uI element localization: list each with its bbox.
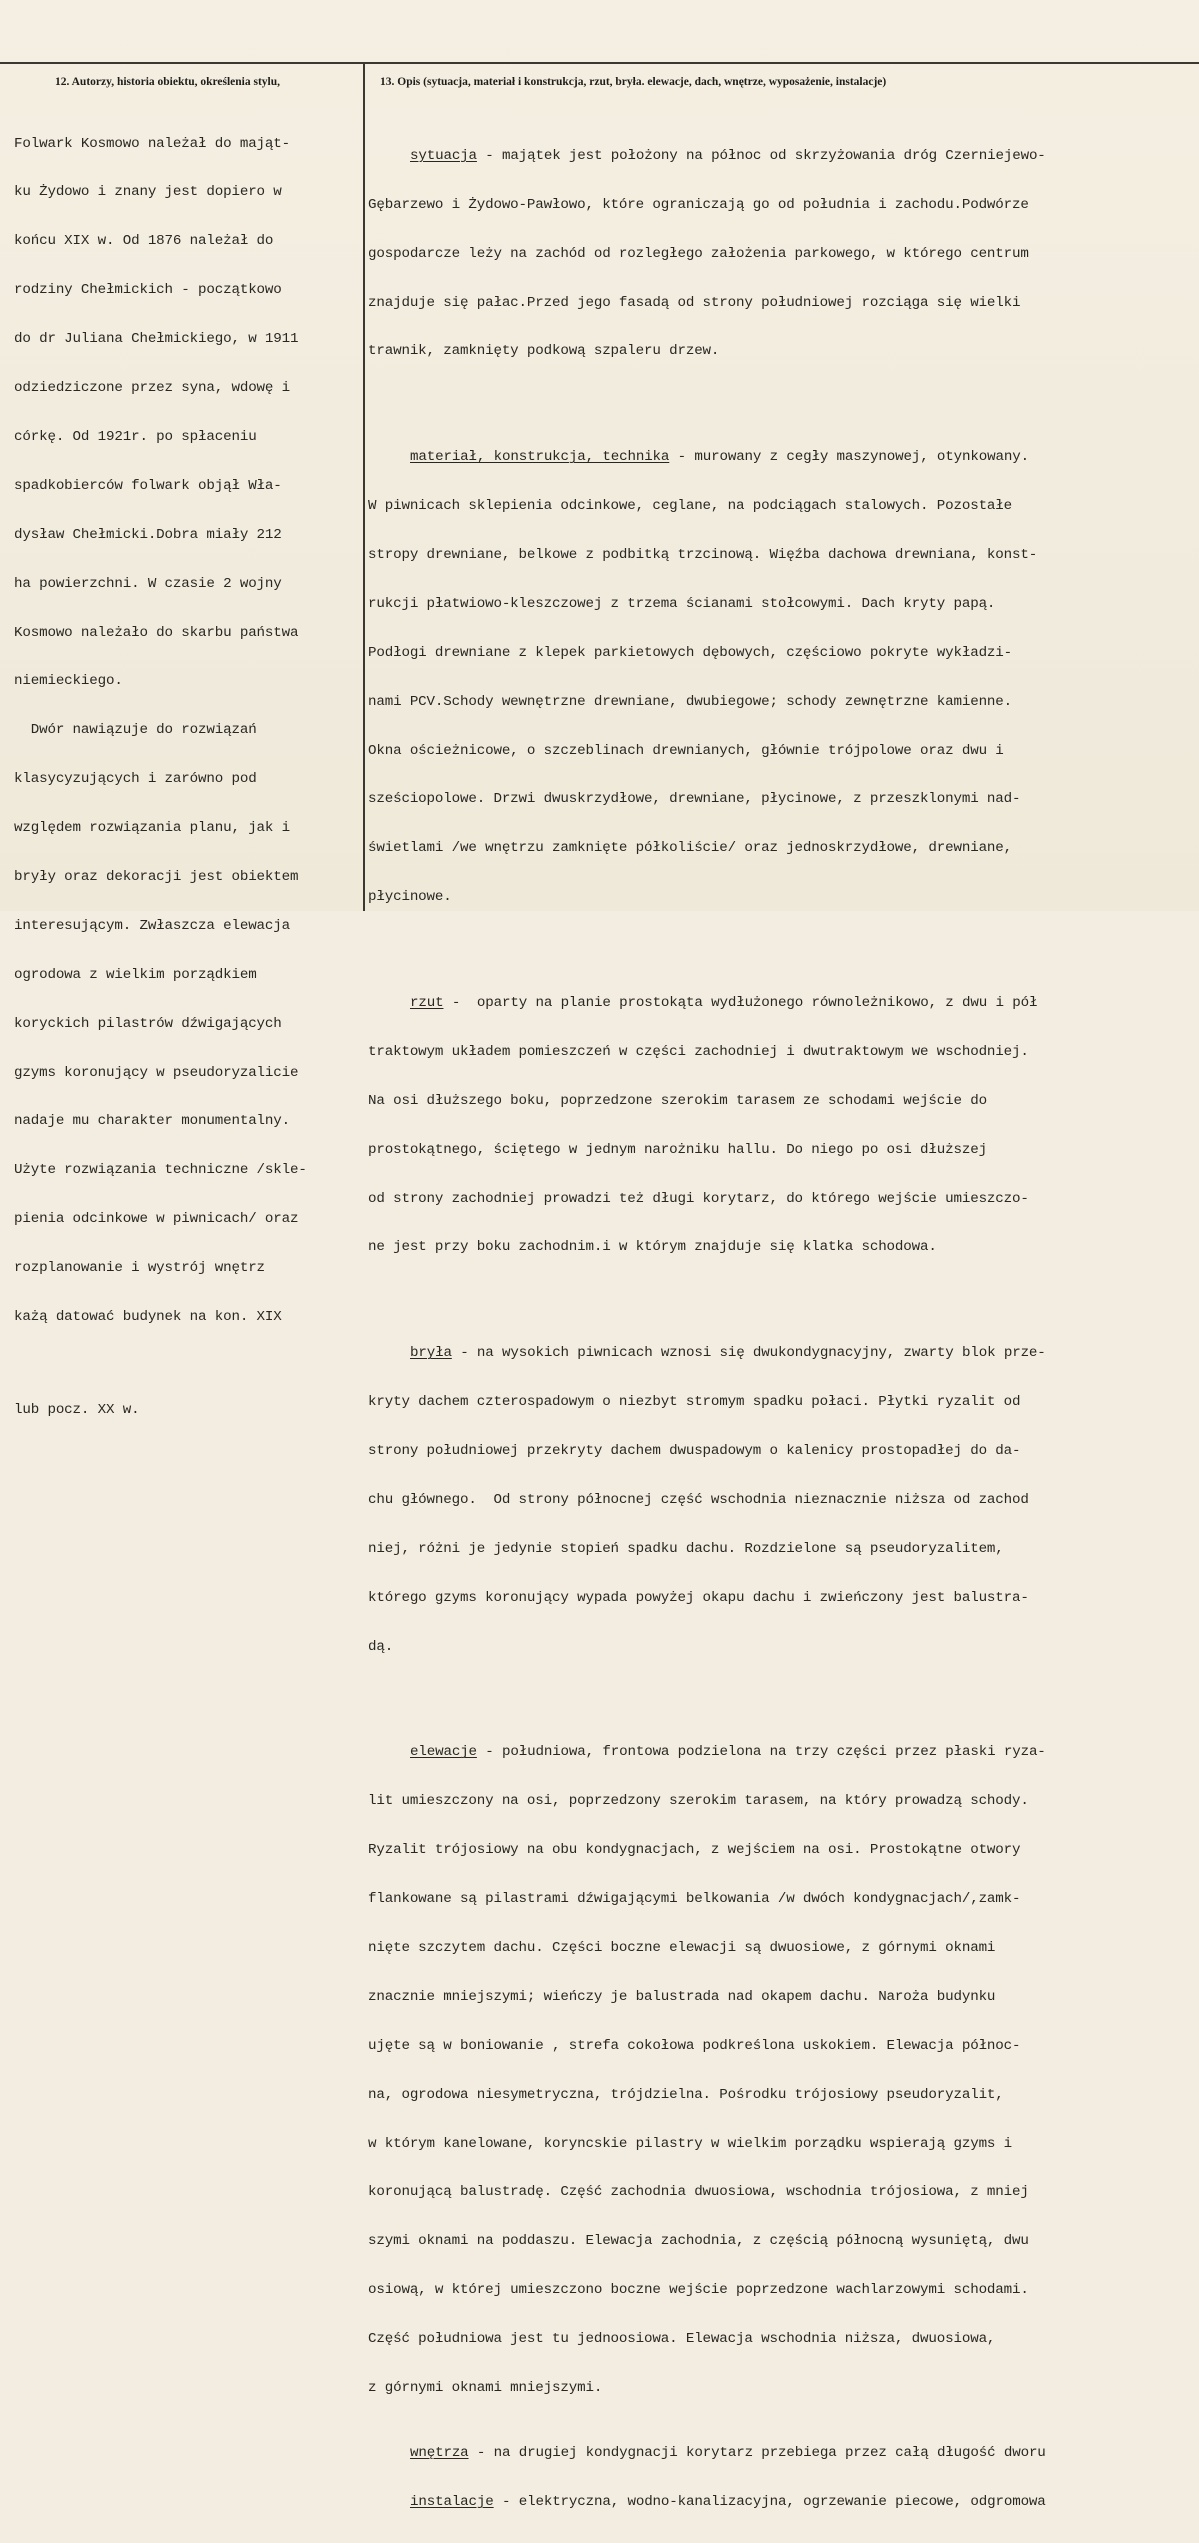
elewacje-line: flankowane są pilastrami dźwigającymi belkowania /w dwóch kondygnacjach/,zamk- [368,1891,1021,1908]
material-line: Okna ościeżnicowe, o szczeblinach drewnianych, głównie trójpolowe oraz dwu i [368,742,1004,759]
history-line: końcu XIX w. Od 1876 należał do [14,233,274,250]
bryla-line: - na wysokich piwnicach wznosi się dwukondygnacyjny, zwarty blok prze- [451,1345,1046,1362]
history-line: Kosmowo należało do skarbu państwa [14,624,299,641]
history-line: interesującym. Zwłaszcza elewacja [14,917,291,934]
description-text-block [368,99,1199,2543]
bryla-line: niej, różni je jedynie stopień spadku dachu. Rozdzielone są pseudoryzalitem, [368,1540,1004,1557]
elewacje-line: Część południowa jest tu jednoosiowa. Elewacja wschodnia niższa, dwuosiowa, [368,2331,996,2348]
elewacje-line: nięte szczytem dachu. Części boczne elewacji są dwuosiowe, z górnymi oknami [368,1939,996,1956]
history-line: córkę. Od 1921r. po spłaceniu [14,428,257,445]
history-line: lub pocz. XX w. [14,1402,140,1419]
history-line: każą datować budynek na kon. XIX [14,1308,282,1325]
material-line: nami PCV.Schody wewnętrzne drewniane, dwubiegowe; schody zewnętrzne kamienne. [368,693,1013,710]
elewacje-line: znacznie mniejszymi; wieńczy je balustrada nad okapem dachu. Naroża budynku [368,1988,996,2005]
wnetrza-label: wnętrza [410,2445,469,2462]
instalacje-label: instalacje [410,2494,494,2511]
material-label: materiał, konstrukcja, technika [410,449,670,466]
material-line: sześciopolowe. Drzwi dwuskrzydłowe, drewniane, płycinowe, z przeszklonymi nad- [368,791,1021,808]
rzut-line: Na osi dłuższego boku, poprzedzone szerokim tarasem ze schodami wejście do [368,1092,987,1109]
history-line: Dwór nawiązuje do rozwiązań [14,722,257,739]
bryla-line: kryty dachem czterospadowym o niezbyt stromym spadku połaci. Płytki ryzalit od [368,1394,1021,1411]
sytuacja-line: Gębarzewo i Żydowo-Pawłowo, które ograniczają go od południa i zachodu.Podwórze [368,196,1029,213]
elewacje-line: Ryzalit trójosiowy na obu kondygnacjach, z wejściem na osi. Prostokątne otwory [368,1842,1021,1859]
elewacje-line: koronującą balustradę. Część zachodnia dwuosiowa, wschodnia trójosiowa, z mniej [368,2184,1029,2201]
sytuacja-line: trawnik, zamknięty podkową szpaleru drzew. [368,343,720,360]
elewacje-line: ujęte są w boniowanie , strefa cokołowa podkreślona uskokiem. Elewacja północ- [368,2037,1021,2054]
history-line: nadaje mu charakter monumentalny. [14,1113,291,1130]
elewacje-line: w którym kanelowane, koryncskie pilastry w wielkim porządku wspierają gzyms i [368,2135,1013,2152]
history-line: odziedziczone przez syna, wdowę i [14,380,291,397]
history-line: klasycyzujących i zarówno pod [14,771,257,788]
bryla-line: którego gzyms koronujący wypada powyżej okapu dachu i zwieńczony jest balustra- [368,1589,1029,1606]
bryla-line: strony południowej przekryty dachem dwuspadowym o kalenicy prostopadłej do da- [368,1443,1021,1460]
header-divider [0,62,1199,64]
history-line: względem rozwiązania planu, jak i [14,820,291,837]
elewacje-line: z górnymi oknami mniejszymi. [368,2379,603,2396]
bryla-line: dą. [368,1638,394,1655]
material-line: W piwnicach sklepienia odcinkowe, ceglane, na podciągach stalowych. Pozostałe [368,498,1013,515]
history-line: koryckich pilastrów dźwigających [14,1015,282,1032]
wnetrza-first-line [368,2445,1199,2461]
material-line: płycinowe. [368,889,452,906]
history-line: niemieckiego. [14,673,123,690]
sytuacja-first-line [368,148,1199,164]
history-line: pienia odcinkowe w piwnicach/ oraz [14,1211,299,1228]
sytuacja-line: znajduje się pałac.Przed jego fasadą od strony południowej rozciąga się wielki [368,294,1021,311]
elewacje-line: na, ogrodowa niesymetryczna, trójdzielna. Pośrodku trójosiowy pseudoryzalit, [368,2086,1004,2103]
rzut-first-line [368,995,1199,1011]
elewacje-line: - południowa, frontowa podzielona na trzy części przez płaski ryza- [476,1744,1046,1761]
bryla-line: chu głównego. Od strony północnej część wschodnia nieznacznie niższa od zachod [368,1491,1029,1508]
section-13-header: 13. Opis (sytuacja, materiał i konstrukcja, rzut, bryła. elewacje, dach, wnętrze, wyposażenie, instalacje) [380,76,887,88]
sytuacja-label: sytuacja [410,147,477,164]
wnetrza-line: - na drugiej kondygnacji korytarz przebiega przez całą długość dworu [468,2445,1046,2462]
elewacje-label: elewacje [410,1744,477,1761]
rzut-line: - oparty na planie prostokąta wydłużonego równoleżnikowo, z dwu i pół [443,995,1038,1012]
material-line: świetlami /we wnętrzu zamknięte półkoliście/ oraz jednoskrzydłowe, drewniane, [368,840,1013,857]
history-line: bryły oraz dekoracji jest obiektem [14,868,299,885]
bryla-label: bryła [410,1345,452,1362]
material-line: Podłogi drewniane z klepek parkietowych dębowych, częściowo pokryte wykładzi- [368,644,1013,661]
history-line: Folwark Kosmowo należał do mająt- [14,135,291,152]
rzut-label: rzut [410,995,444,1012]
sytuacja-line: gospodarcze leży na zachód od rozległego założenia parkowego, w którego centrum [368,245,1029,262]
rzut-line: ne jest przy boku zachodnim.i w którym znajduje się klatka schodowa. [368,1239,937,1256]
history-line: spadkobierców folwark objął Wła- [14,477,282,494]
rzut-line: prostokątnego, ściętego w jednym narożniku hallu. Do niego po osi dłuższej [368,1141,987,1158]
material-first-line [368,449,1199,465]
elewacje-line: lit umieszczony na osi, poprzedzony szerokim tarasem, na który prowadzą schody. [368,1793,1029,1810]
material-line: stropy drewniane, belkowe z podbitką trzcinową. Więźba dachowa drewniana, konst- [368,547,1038,564]
history-line: ha powierzchni. W czasie 2 wojny [14,575,282,592]
elewacje-line: osiową, w której umieszczono boczne wejście poprzedzone wachlarzowymi schodami. [368,2282,1029,2299]
rzut-line: od strony zachodniej prowadzi też długi korytarz, do którego wejście umieszczo- [368,1190,1029,1207]
history-line: do dr Juliana Chełmickiego, w 1911 [14,331,299,348]
history-line: gzyms koronujący w pseudoryzalicie [14,1064,299,1081]
history-line: dysław Chełmicki.Dobra miały 212 [14,526,282,543]
history-text-block [14,103,366,1451]
history-line: rodziny Chełmickich - początkowo [14,282,282,299]
instalacje-first-line [368,2494,1199,2510]
history-line: rozplanowanie i wystrój wnętrz [14,1260,265,1277]
material-line: - murowany z cegły maszynowej, otynkowany. [669,449,1029,466]
rzut-line: traktowym układem pomieszczeń w części zachodniej i dwutraktowym we wschodniej. [368,1043,1029,1060]
sytuacja-line: - majątek jest położony na północ od skrzyżowania dróg Czerniejewo- [476,147,1046,164]
history-line: ku Żydowo i znany jest dopiero w [14,184,282,201]
material-line: rukcji płatwiowo-kleszczowej z trzema ścianami stołcowymi. Dach kryty papą. [368,595,996,612]
section-12-header: 12. Autorzy, historia obiektu, określenia stylu, [55,76,281,88]
history-line: Użyte rozwiązania techniczne /skle- [14,1162,307,1179]
elewacje-first-line [368,1744,1199,1760]
elewacje-line: szymi oknami na poddaszu. Elewacja zachodnia, z częścią północną wysuniętą, dwu [368,2233,1029,2250]
bryla-first-line [368,1345,1199,1361]
instalacje-line: - elektryczna, wodno-kanalizacyjna, ogrzewanie piecowe, odgromowa [493,2494,1046,2511]
history-line: ogrodowa z wielkim porządkiem [14,966,257,983]
